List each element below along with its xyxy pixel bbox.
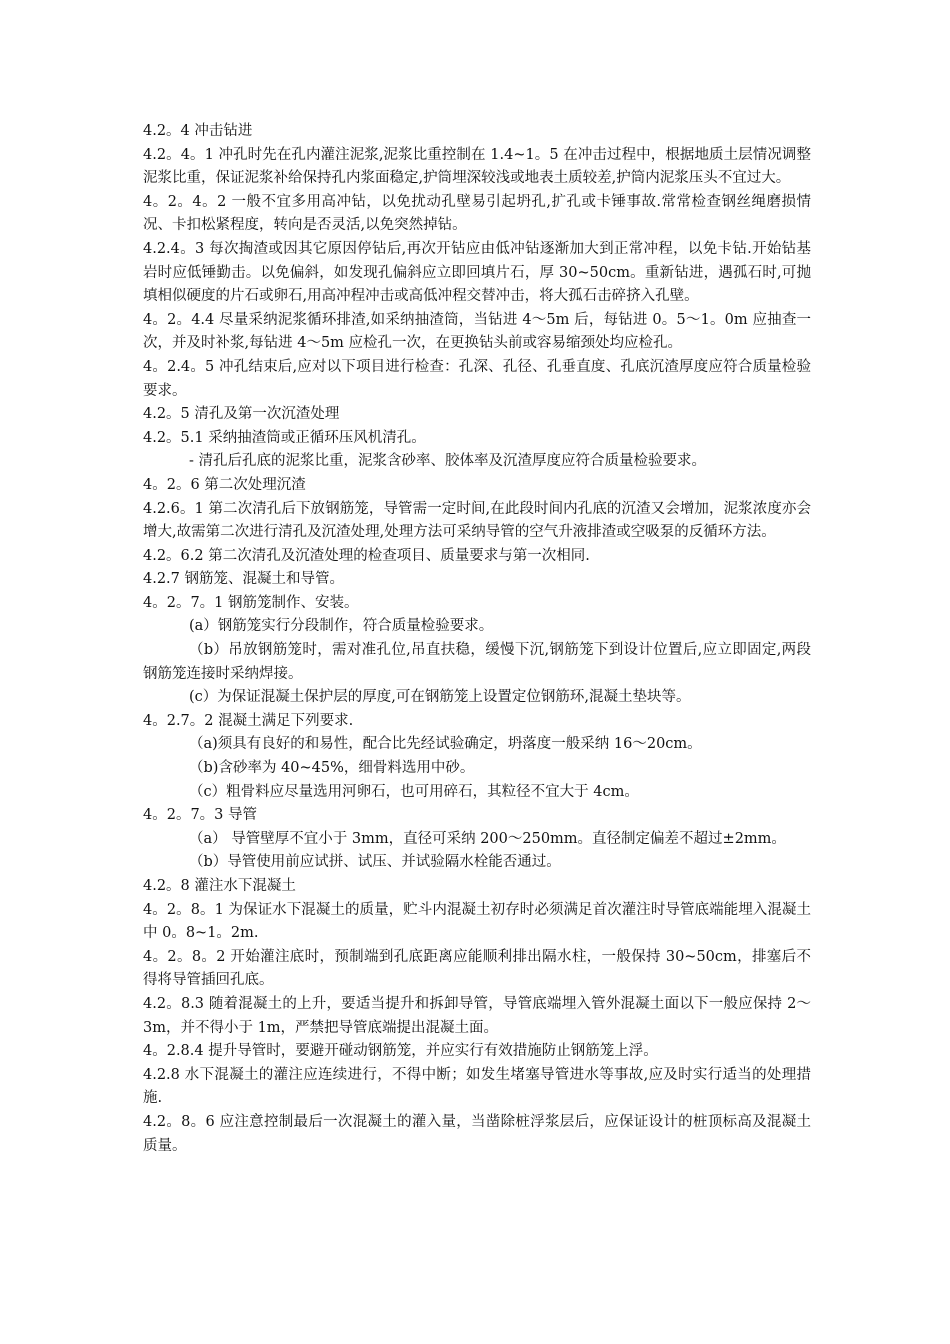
- list-item: （c）粗骨料应尽量选用河卵石，也可用碎石，其粒径不宜大于 4cm。: [189, 783, 639, 800]
- paragraph: 4。2.4。5 冲孔结束后,应对以下项目进行检查：孔深、孔径、孔垂直度、孔底沉渣厚度应符合质量检验要求。: [143, 358, 811, 399]
- paragraph: 4。2。4.4 尽量采纳泥浆循环排渣,如采纳抽渣筒，当钻进 4～5m 后，每钻进 0。5～1。0m 应抽查一次，并及时补浆,每钻进 4～5m 应检孔一次，在更换钻头前或容易缩颈处均应检孔。: [143, 311, 811, 352]
- section-heading: 4.2。4 冲击钻进: [143, 123, 253, 139]
- paragraph: 4.2.4。3 每次掏渣或因其它原因停钻后,再次开钻应由低冲钻逐渐加大到正常冲程，以免卡钻.开始钻基岩时应低锤勤击。以免偏斜，如发现孔偏斜应立即回填片石，厚 30~50cm。重新钻进，遇孤石时,可抛填相似硬度的片石或卵石,用高冲程冲击或高低冲程交替冲击，将大孤石击碎挤入孔壁。: [143, 240, 811, 305]
- list-item: (a）钢筋笼实行分段制作，符合质量检验要求。: [189, 618, 494, 635]
- paragraph: 4.2。4。1 冲孔时先在孔内灌注泥浆,泥浆比重控制在 1.4~1。5 在冲击过程中，根据地质土层情况调整泥浆比重，保证泥浆补给保持孔内浆面稳定,护筒埋深较浅或地表土质较差,护筒内泥浆压头不宜过大。: [143, 146, 811, 187]
- list-item: （b)含砂率为 40~45%，细骨料选用中砂。: [189, 760, 475, 777]
- section-heading: 4.2。8 灌注水下混凝土: [143, 878, 296, 894]
- list-item: （b）吊放钢筋笼时，需对准孔位,吊直扶稳，缓慢下沉,钢筋笼下到设计位置后,应立即固定,两段钢筋笼连接时采纳焊接。: [143, 642, 811, 682]
- document-body: [143, 120, 811, 1158]
- paragraph: 4。2。8。2 开始灌注底时，预制端到孔底距离应能顺利排出隔水柱，一般保持 30~50cm，排塞后不得将导管插回孔底。: [143, 948, 811, 989]
- list-item: （b）导管使用前应试拼、试压、并试验隔水栓能否通过。: [189, 854, 561, 871]
- paragraph: 4。2.8.4 提升导管时，要避开碰动钢筋笼，并应实行有效措施防止钢筋笼上浮。: [143, 1043, 658, 1060]
- list-item: （a)须具有良好的和易性，配合比先经试验确定，坍落度一般采纳 16～20cm。: [189, 736, 702, 753]
- paragraph: 4。2。4。2 一般不宜多用高冲钻，以免扰动孔壁易引起坍孔,扩孔或卡锤事故.常常检查钢丝绳磨损情况、卡扣松紧程度，转向是否灵活,以免突然掉钻。: [143, 193, 811, 234]
- indented-paragraph: - 清孔后孔底的泥浆比重，泥浆含砂率、胶体率及沉渣厚度应符合质量检验要求。: [189, 453, 707, 470]
- paragraph: 4.2。8.3 随着混凝土的上升，要适当提升和拆卸导管，导管底端埋入管外混凝土面以下一般应保持 2～3m，并不得小于 1m，严禁把导管底端提出混凝土面。: [143, 995, 811, 1036]
- paragraph: 4.2.8 水下混凝土的灌注应连续进行，不得中断；如发生堵塞导管进水等事故,应及时实行适当的处理措施.: [143, 1066, 811, 1107]
- paragraph: 4。2.7。2 混凝土满足下列要求.: [143, 712, 354, 729]
- paragraph: 4。2。7。3 导管: [143, 807, 258, 824]
- paragraph: 4。2。7。1 钢筋笼制作、安装。: [143, 594, 359, 611]
- section-heading: 4.2。5 清孔及第一次沉渣处理: [143, 406, 340, 423]
- list-item: （a） 导管壁厚不宜小于 3mm，直径可采纳 200～250mm。直径制定偏差不超过±2mm。: [189, 830, 786, 847]
- paragraph: 4.2。6.2 第二次清孔及沉渣处理的检查项目、质量要求与第一次相同.: [143, 547, 590, 564]
- paragraph: 4。2。8。1 为保证水下混凝土的质量，贮斗内混凝土初存时必须满足首次灌注时导管底端能埋入混凝土中 0。8~1。2m.: [143, 901, 811, 942]
- list-item: (c）为保证混凝土保护层的厚度,可在钢筋笼上设置定位钢筋环,混凝土垫块等。: [189, 689, 691, 706]
- section-heading: 4.2.7 钢筋笼、混凝土和导管。: [143, 571, 345, 588]
- paragraph: 4.2。8。6 应注意控制最后一次混凝土的灌入量，当凿除桩浮浆层后，应保证设计的桩顶标高及混凝土质量。: [143, 1113, 811, 1154]
- paragraph: 4.2。5.1 采纳抽渣筒或正循环压风机清孔。: [143, 429, 426, 446]
- paragraph: 4.2.6。1 第二次清孔后下放钢筋笼，导管需一定时间,在此段时间内孔底的沉渣又会增加，泥浆浓度亦会增大,故需第二次进行清孔及沉渣处理,处理方法可采纳导管的空气升液排渣或空吸泵的反循环方法。: [143, 500, 811, 541]
- section-heading: 4。2。6 第二次处理沉渣: [143, 476, 306, 493]
